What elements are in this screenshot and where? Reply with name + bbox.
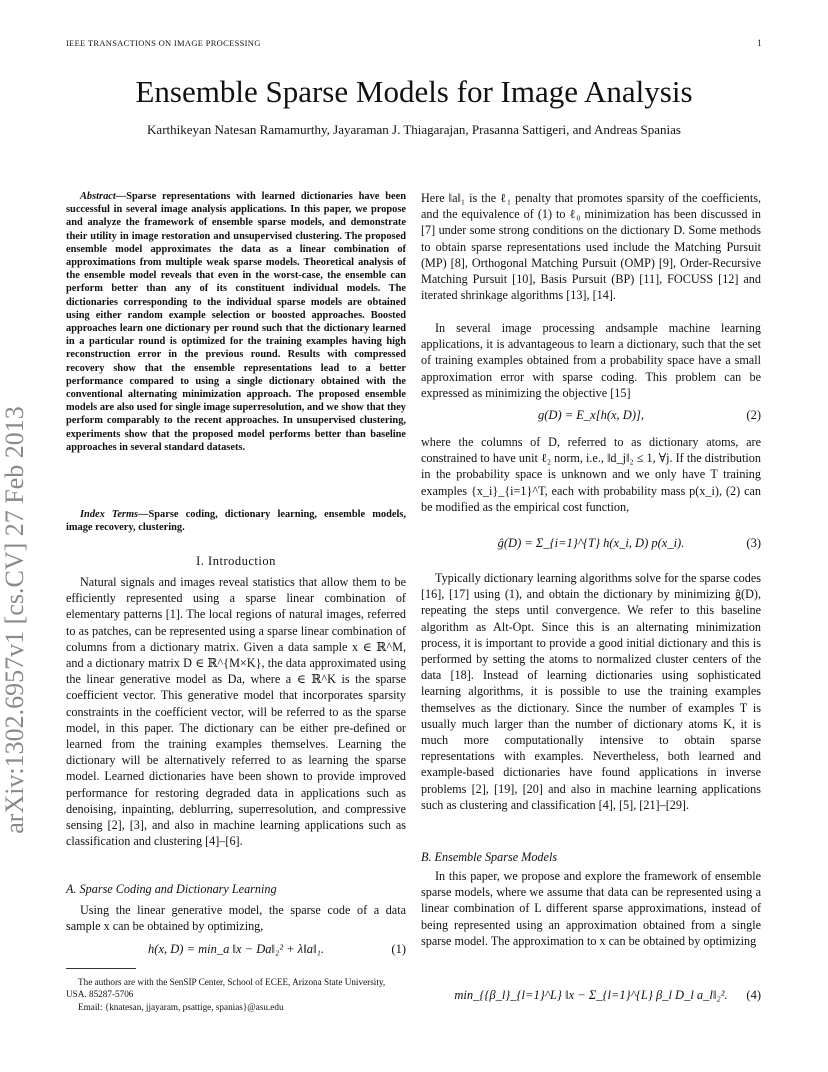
subsection-heading-b: B. Ensemble Sparse Models [421,850,558,864]
equation-2-expr: g(D) = E_x[h(x, D)], [538,408,644,422]
abstract-text: —Sparse representations with learned dictionaries have been successful in several image analysis applications. In this paper, we propose and analyze the framework of ensemble sparse models, and demonstrate their utility in image restoration and unsupervised clustering. The proposed ensemble model approximates the data as a linear combination of approximations from multiple weak sparse models. Theoretical analysis of the ensemble model reveals that even in the worst-case, the ensemble can perform better than any of its constituent individual models. The dictionaries corresponding to the individual sparse models are obtained using either random example selection or boosted approaches. Boosted approaches learn one dictionary per round such that the dictionary learned in a particular round is optimized for the training examples having high reconstruction error in the previous round. Results with compressed recovery show that the ensemble representations lead to a better performance compared to using a single dictionary obtained with the conventional alternating minimization approach. The proposed ensemble models are also used for single image superresolution, and we show that they perform comparably to the recent approaches. In unsupervised clustering, experiments show that the proposed model performs better than baseline approaches in several standard datasets. [66,191,406,453]
paper-title: Ensemble Sparse Models for Image Analysis [135,74,693,109]
equation-4-expr: min_{{β_l}_{l=1}^L} ‖x − Σ_{l=1}^{L} β_l D_l a_l‖₂². [454,988,728,1002]
subsection-a-text: Using the linear generative model, the sparse code of a data sample x can be obtained by optimizing, [66,903,406,934]
running-head: IEEE TRANSACTIONS ON IMAGE PROCESSING [66,38,261,48]
right-text-1: Here ‖a‖₁ is the ℓ₁ penalty that promotes sparsity of the coefficients, and the equivalence of (1) to ℓ₀ minimization has been discussed in [7] under some strong conditions on the dictionary D. Some methods to obtain sparse representations used include the Matching Pursuit (MP) [8], Orthogonal Matching Pursuit (OMP) [9], Order-Recursive Matching Pursuit [10], Basis Pursuit (BP) [11], FOCUSS [12] and iterated shrinkage algorithms [13], [14]. [421,191,761,303]
right-column-paragraph-4 [421,570,761,813]
index-terms-text: —Sparse coding, dictionary learning, ensemble models, image recovery, clustering. [66,509,406,534]
right-text-4: Typically dictionary learning algorithms solve for the sparse codes [16], [17] using (1), and obtain the dictionary by minimizing ĝ(D), repeating the steps until convergence. We refer to this baseline algorithm as Alt-Opt. Since this is an alternating minimization process, it is important to provide a good initial dictionary and this is performed by setting the atoms to normalized cluster centers of the data [18]. Instead of learning dictionaries using sophisticated learning algorithms, it is possible to use the training examples themselves as the dictionary. Since the number of examples T is usually much larger than the number of dictionary atoms K, it is much more computationally intensive to obtain sparse representations with examples. Nevertheless, both learned and example-based dictionaries have found applications in inverse problems [2], [19], [20] and also in machine learning applications such as clustering and classification [4], [5], [21]–[29]. [421,571,761,812]
right-column-paragraph-2 [421,320,761,401]
intro-text: Natural signals and images reveal statistics that allow them to be efficiently represented using a sparse linear combination of elementary patterns [1]. The local regions of natural images, referred to as patches, can be represented using a sparse linear combination of columns from a dictionary matrix. Given a data sample x ∈ ℝ^M, and a dictionary matrix D ∈ ℝ^{M×K}, the data approximated using the linear generative model as Da, where a ∈ ℝ^K is the sparse coefficient vector. This generative model that incorporates sparsity constraints in the coefficient vector, will be referred to as the sparse model, in this paper. The dictionary can be either pre-defined or learned from the training examples themselves. Learning the dictionary will be alternatively referred to as learning the sparse model. Learned dictionaries have been shown to provide improved performance for restoring degraded data in applications such as denoising, inpainting, deblurring, superresolution, and compressive sensing [2], [3], and also in machine learning applications such as classification and clustering [4]–[6]. [66,575,406,849]
subsection-heading-a: A. Sparse Coding and Dictionary Learning [66,882,277,896]
abstract-label: Abstract [80,191,116,202]
intro-paragraph [66,574,406,849]
footnote-rule [66,968,136,969]
footnote-affiliation: The authors are with the SenSIP Center, School of ECEE, Arizona State University, USA. 85287-5706 [66,977,386,999]
right-text-5: In this paper, we propose and explore the framework of ensemble sparse models, where we assume that data can be represented using a linear combination of L different sparse approximations, instead of being represented using an approximation obtained from a single sparse model. The approximation to x can be obtained by optimizing [421,869,761,948]
subsection-a-paragraph [66,902,406,934]
arxiv-identifier: arXiv:1302.6957v1 [cs.CV] 27 Feb 2013 [0,406,29,834]
paper-authors: Karthikeyan Natesan Ramamurthy, Jayaraman J. Thiagarajan, Prasanna Sattigeri, and Andreas Spanias [147,122,681,137]
equation-1-number: (1) [391,942,406,956]
equation-3-expr: ĝ(D) = Σ_{i=1}^{T} h(x_i, D) p(x_i). [497,536,685,550]
abstract [66,190,406,454]
equation-4-number: (4) [746,988,761,1002]
section-heading-introduction: I. Introduction [196,554,276,568]
footnote-email: Email: {knatesan, jjayaram, psattige, spanias}@asu.edu [78,1002,284,1012]
right-text-3: where the columns of D, referred to as dictionary atoms, are constrained to have unit ℓ₂ norm, i.e., ‖d_j‖₂ ≤ 1, ∀j. If the distribution in the probability space is unknown and we only have T training examples {x_i}_{i=1}^T, each with probability mass p(x_i), (2) can be modified as the empirical cost function, [421,435,761,514]
index-terms [66,508,406,534]
equation-2-number: (2) [746,408,761,422]
right-column-paragraph-1 [421,190,761,303]
right-column-paragraph-3 [421,434,761,515]
equation-1-expr: h(x, D) = min_a ‖x − Da‖₂² + λ‖a‖₁. [148,942,324,956]
page-number: 1 [757,38,762,48]
index-terms-label: Index Terms [80,509,139,520]
equation-3-number: (3) [746,536,761,550]
right-column-paragraph-5 [421,868,761,949]
right-text-2: In several image processing andsample machine learning applications, it is advantageous to learn a dictionary, such that the set of training examples obtained from a probability space have a small approximation error with sparse coding. This problem can be expressed as minimizing the objective [15] [421,321,761,400]
